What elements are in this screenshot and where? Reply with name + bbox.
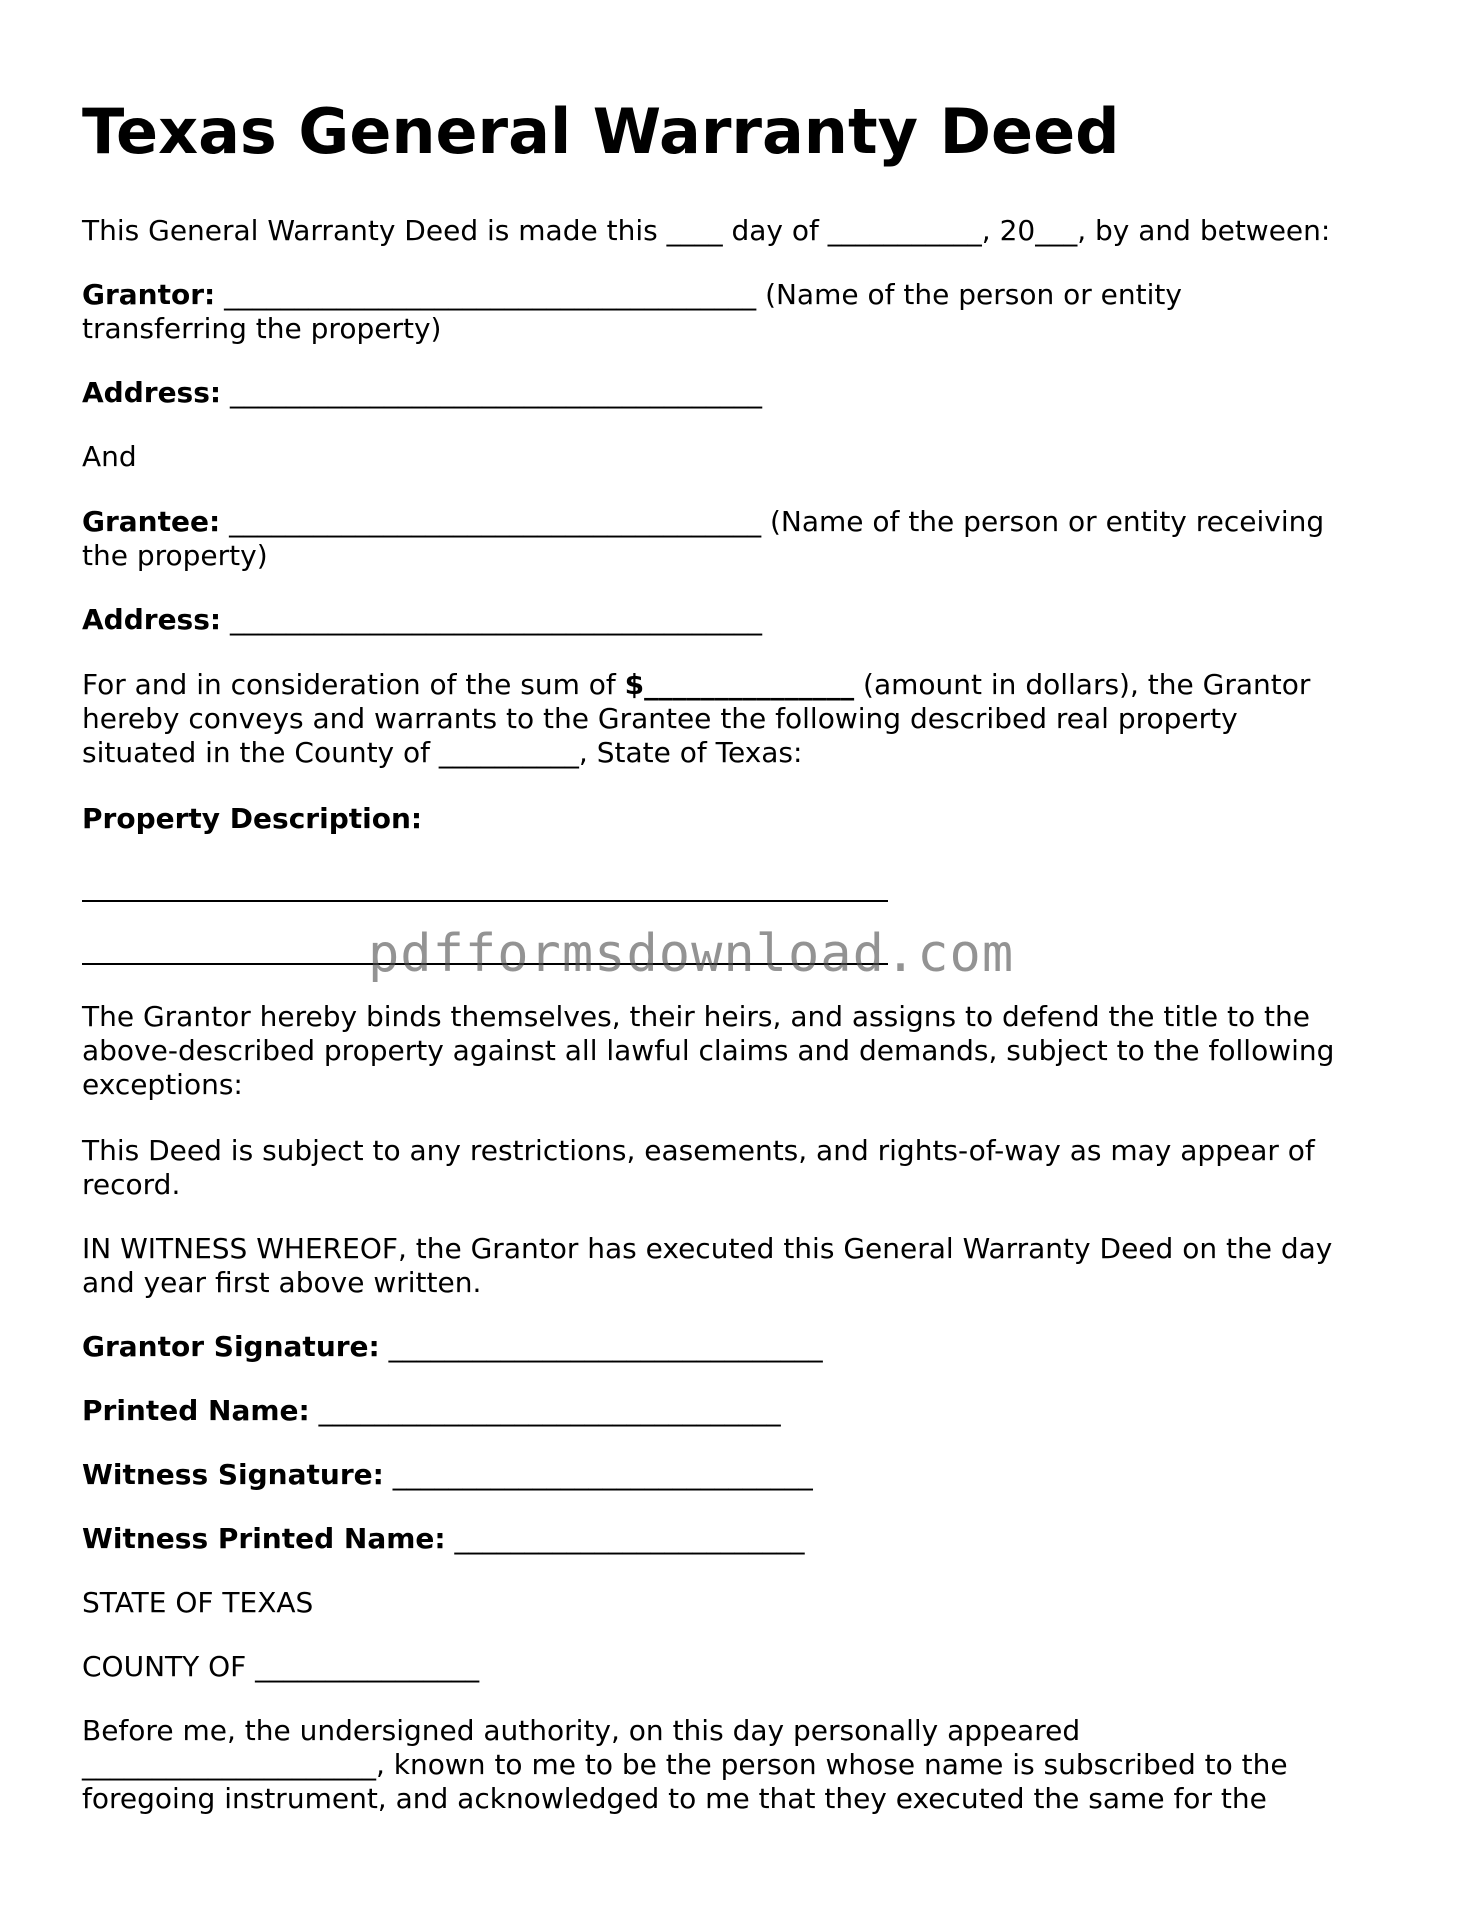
grantor-note: (Name of the person or entity <box>765 278 1182 311</box>
subject-paragraph <box>82 1134 1402 1202</box>
notary-line-2: _____________________, known to me to be the person whose name is subscribed to the <box>82 1748 1288 1781</box>
grantor-note-continued: transferring the property) <box>82 312 442 345</box>
defend-line-1: The Grantor hereby binds themselves, their heirs, and assigns to defend the title to the <box>82 1000 1310 1033</box>
grantor-address-field <box>82 376 1402 410</box>
witness-signature-input[interactable]: ______________________________ <box>392 1458 813 1491</box>
defend-line-2: above-described property against all lawful claims and demands, subject to the following <box>82 1034 1335 1067</box>
grantee-note-continued: the property) <box>82 539 268 572</box>
grantor-field <box>82 278 1402 346</box>
defend-line-3: exceptions: <box>82 1068 243 1101</box>
printed-name-field <box>82 1394 1402 1428</box>
watermark-text: pdfformsdownload.com <box>368 924 1015 984</box>
grantor-address-label: Address: <box>82 376 222 409</box>
witness-printed-name-field <box>82 1522 1402 1556</box>
subject-line-1: This Deed is subject to any restrictions, easements, and rights-of-way as may appear of <box>82 1134 1315 1167</box>
grantor-signature-field <box>82 1330 1402 1364</box>
defend-paragraph <box>82 1000 1402 1102</box>
witness-signature-field <box>82 1458 1402 1492</box>
notary-state: STATE OF TEXAS <box>82 1586 314 1619</box>
property-description-line-1[interactable] <box>82 900 888 902</box>
witness-whereof-line-2: and year first above written. <box>82 1266 482 1299</box>
witness-signature-label: Witness Signature: <box>82 1458 384 1491</box>
grantee-address-field <box>82 603 1402 637</box>
printed-name-label: Printed Name: <box>82 1394 310 1427</box>
and-text: And <box>82 440 137 473</box>
grantee-address-label: Address: <box>82 603 222 636</box>
notary-paragraph <box>82 1714 1402 1816</box>
subject-line-2: record. <box>82 1168 181 1201</box>
consideration-line-3: situated in the County of __________, State of Texas: <box>82 736 803 769</box>
witness-printed-name-input[interactable]: _________________________ <box>454 1522 805 1555</box>
grantee-address-input[interactable]: ______________________________________ <box>230 603 762 636</box>
consideration-paragraph <box>82 668 1402 770</box>
grantor-name-input[interactable]: ______________________________________ <box>224 278 757 311</box>
witness-printed-name-label: Witness Printed Name: <box>82 1522 446 1555</box>
grantee-label: Grantee: <box>82 505 221 538</box>
notary-line-1: Before me, the undersigned authority, on this day personally appeared <box>82 1714 1081 1747</box>
grantee-note: (Name of the person or entity receiving <box>770 505 1325 538</box>
notary-line-3: foregoing instrument, and acknowledged to me that they executed the same for the <box>82 1782 1267 1815</box>
property-description-label: Property Description: <box>82 802 423 835</box>
grantee-field <box>82 505 1402 573</box>
consideration-post: (amount in dollars), the Grantor <box>863 668 1311 701</box>
notary-county: COUNTY OF ________________ <box>82 1650 480 1683</box>
intro-paragraph: This General Warranty Deed is made this ____ day of ___________, 20___, by and between: <box>82 214 1331 247</box>
consideration-pre: For and in consideration of the sum of <box>82 668 616 701</box>
grantor-signature-label: Grantor Signature: <box>82 1330 380 1363</box>
grantor-address-input[interactable]: ______________________________________ <box>230 376 762 409</box>
consideration-amount-input[interactable]: $_______________ <box>624 668 855 701</box>
printed-name-input[interactable]: _________________________________ <box>318 1394 781 1427</box>
witness-whereof-line-1: IN WITNESS WHEREOF, the Grantor has executed this General Warranty Deed on the day <box>82 1232 1333 1265</box>
grantee-name-input[interactable]: ______________________________________ <box>229 505 762 538</box>
grantor-label: Grantor: <box>82 278 216 311</box>
witness-whereof-paragraph <box>82 1232 1402 1300</box>
page-title: Texas General Warranty Deed <box>82 95 1120 168</box>
consideration-line-2: hereby conveys and warrants to the Grantee the following described real property <box>82 702 1238 735</box>
grantor-signature-input[interactable]: _______________________________ <box>388 1330 823 1363</box>
